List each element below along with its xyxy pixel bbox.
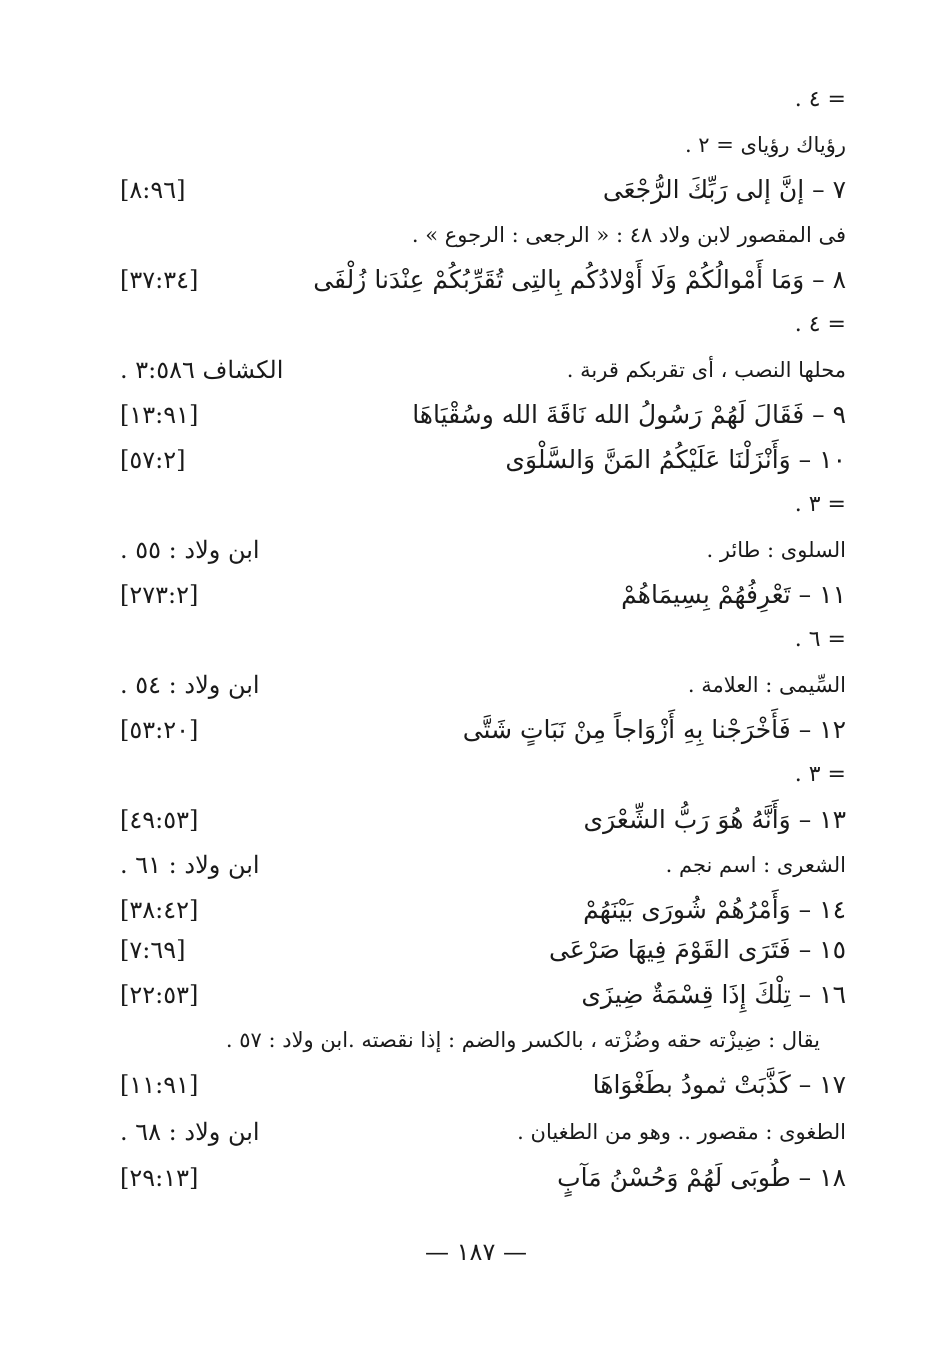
verse-reference: [٥٣:٢٠] [120, 716, 199, 744]
source-citation: ابن ولاد : ٥٥ . [120, 536, 260, 564]
verse-text: ١١ – تَعْرِفُهُمْ بِسِيمَاهُمْ [621, 580, 846, 609]
verse-line [110, 1158, 846, 1198]
line-text: = ٤ . [794, 312, 846, 337]
verse-line [110, 1065, 846, 1105]
verse-line [110, 170, 846, 210]
text-line [110, 845, 846, 885]
line-text: = ٣ . [794, 492, 846, 517]
verse-line [110, 975, 846, 1015]
verse-reference: [٢٢:٥٣] [120, 981, 199, 1009]
line-text: الشعرى : اسم نجم . [665, 853, 846, 877]
text-line [110, 755, 846, 795]
verse-reference: [٢٩:١٣] [120, 1164, 199, 1192]
verse-text: ١٠ – وَأَنْزَلْنَا عَلَيْكُمُ المَنَّ وَالسَّلْوَى [505, 445, 846, 474]
source-citation: ابن ولاد : ٥٤ . [120, 671, 260, 699]
line-text: = ٦ . [794, 627, 846, 652]
text-line [110, 80, 846, 120]
verse-line [110, 440, 846, 480]
verse-reference: [٥٧:٢] [120, 446, 186, 474]
verse-reference: [٣٨:٤٢] [120, 896, 199, 924]
verse-line [110, 575, 846, 615]
verse-text: ١٢ – فَأَخْرَجْنا بِهِ أَزْوَاجاً مِنْ نَبَاتٍ شَتَّى [462, 715, 846, 744]
line-text: محلها النصب ، أى تقربكم قربة . [566, 358, 846, 382]
line-text: السلوى : طائر . [706, 538, 846, 562]
verse-reference: [٨:٩٦] [120, 176, 186, 204]
page-number: — ١٨٧ — [425, 1238, 527, 1266]
verse-text: ١٥ – فَتَرَى القَوْمَ فِيهَا صَرْعَى [549, 935, 846, 964]
text-line [110, 215, 846, 255]
verse-text: ٩ – فَقَالَ لَهُمْ رَسُولُ الله نَاقَةَ الله وسُقْيَاهَا [412, 400, 846, 429]
verse-line [110, 260, 846, 300]
verse-text: ١٣ – وَأَنَّهُ هُوَ رَبُّ الشِّعْرَى [583, 805, 846, 834]
verse-text: ١٧ – كَذَّبَتْ ثمودُ بطَغْوَاهَا [592, 1070, 846, 1099]
verse-text: ١٨ – طُوبَى لَهُمْ وَحُسْنُ مَآبٍ [557, 1163, 846, 1192]
verse-line [110, 710, 846, 750]
source-citation: الكشاف ٣:٥٨٦ . [120, 356, 284, 384]
source-citation: ابن ولاد : ٦١ . [120, 851, 260, 879]
source-citation: ابن ولاد : ٦٨ . [120, 1118, 260, 1146]
text-line [110, 620, 846, 660]
text-line [110, 1020, 846, 1060]
line-text: السِّيمى : العلامة . [687, 673, 846, 697]
verse-text: ٧ – إنَّ إلى رَبِّكَ الرُّجْعَى [602, 175, 846, 204]
verse-reference: [١١:٩١] [120, 1071, 199, 1099]
text-line [110, 305, 846, 345]
text-line [110, 530, 846, 570]
verse-reference: [٧:٦٩] [120, 936, 186, 964]
line-text: يقال : ضِيزْته حقه وضُزْته ، بالكسر والضم : إذا نقصته .ابن ولاد : ٥٧ . [225, 1028, 820, 1052]
verse-reference: [٣٧:٣٤] [120, 266, 199, 294]
verse-text: ١٤ – وَأَمْرُهُمْ شُورَى بَيْنَهُمْ [583, 895, 846, 924]
text-line [110, 485, 846, 525]
line-text: رؤياك رؤياى = ٢ . [684, 133, 846, 157]
line-text: الطغوى : مقصور .. وهو من الطغيان . [517, 1120, 846, 1144]
verse-line [110, 890, 846, 930]
text-line [110, 665, 846, 705]
verse-reference: [٢٧٣:٢] [120, 581, 199, 609]
verse-reference: [١٣:٩١] [120, 401, 199, 429]
verse-line [110, 395, 846, 435]
text-line [110, 350, 846, 390]
verse-text: ١٦ – تِلْكَ إِذَا قِسْمَةٌ ضِيزَى [581, 980, 846, 1009]
verse-line [110, 800, 846, 840]
verse-line [110, 930, 846, 970]
text-line [110, 1112, 846, 1152]
text-line [110, 125, 846, 165]
line-text: فى المقصور لابن ولاد ٤٨ : « الرجعى : الرجوع » . [411, 223, 846, 247]
line-text: = ٣ . [794, 762, 846, 787]
verse-reference: [٤٩:٥٣] [120, 806, 199, 834]
line-text: = ٤ . [794, 87, 846, 112]
verse-text: ٨ – وَمَا أَمْوالُكُمْ وَلَا أَوْلادُكُم بِالتِى تُقَرِّبُكُمْ عِنْدَنا زُلْفَى [313, 265, 846, 294]
